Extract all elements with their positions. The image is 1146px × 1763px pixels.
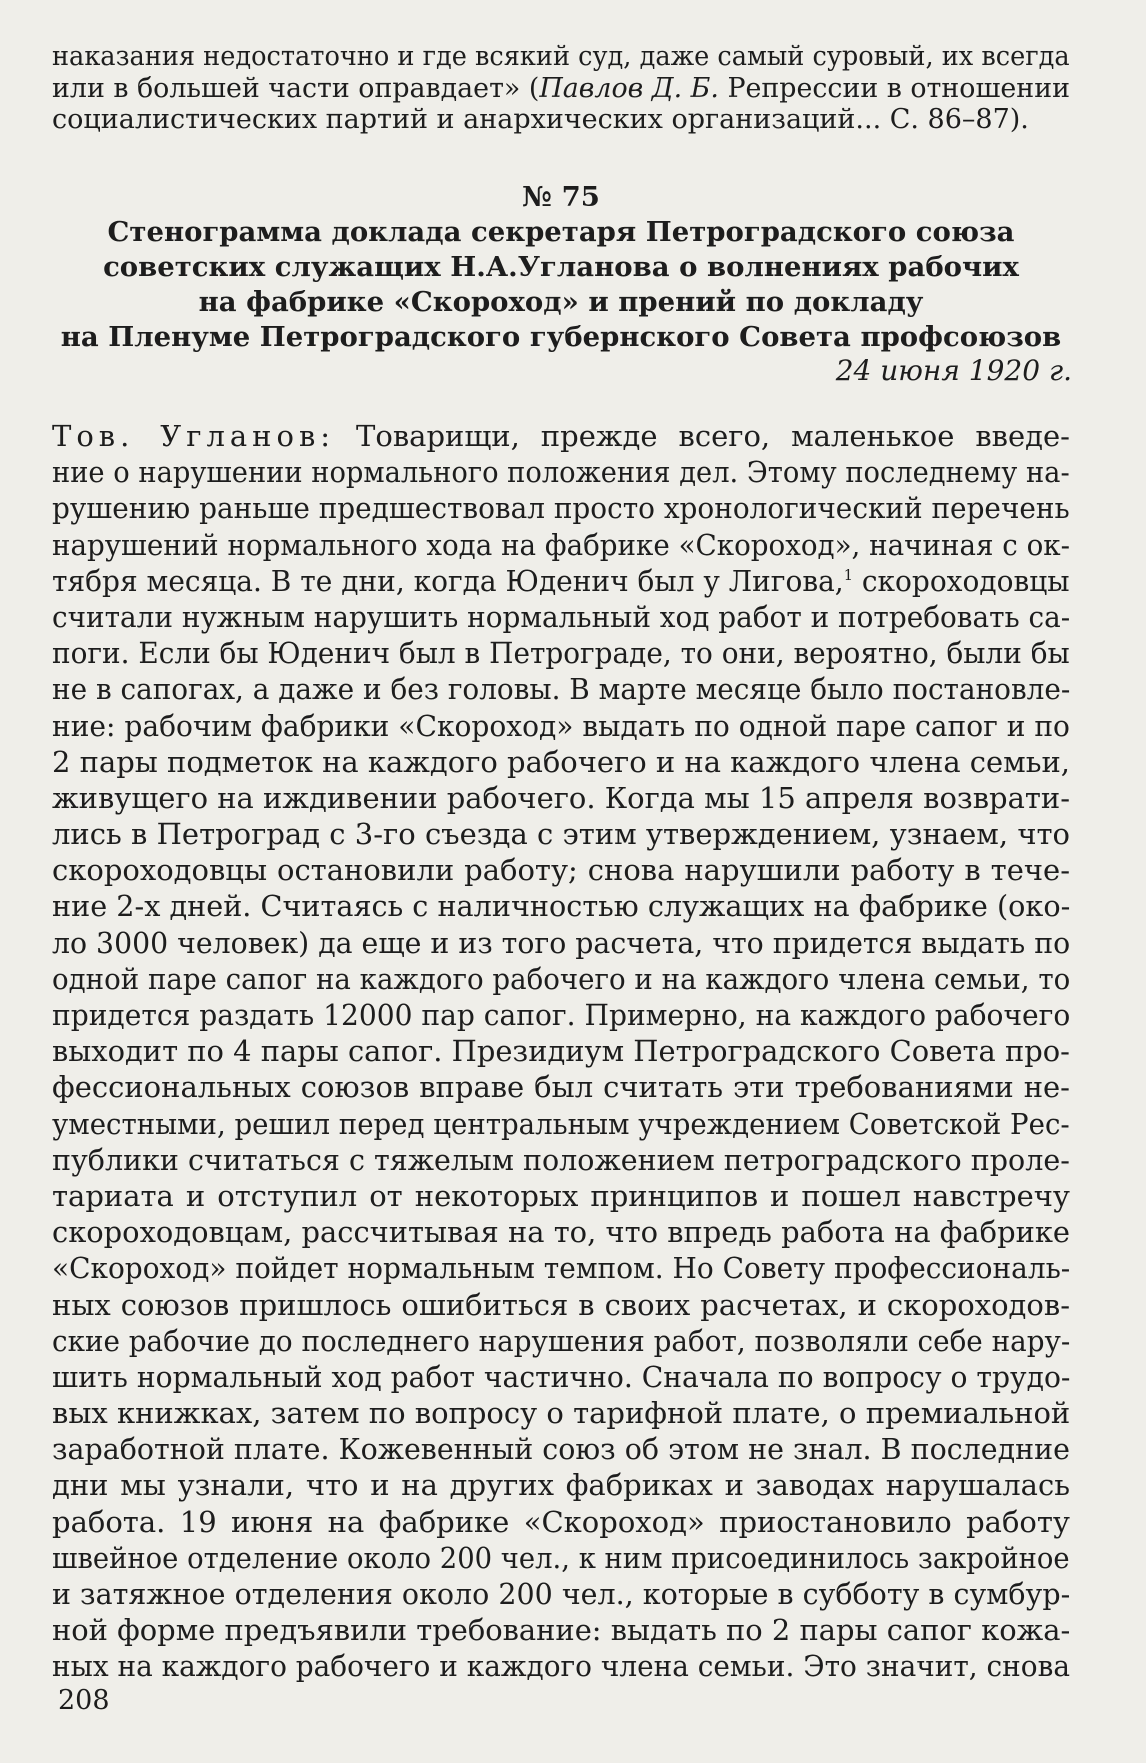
- body-line: выходит по 4 пары сапог. Президиум Петроградского Совета про-: [52, 1034, 1070, 1069]
- title-line: на фабрике «Скороход» и прений по докладу: [198, 286, 924, 318]
- page-number: 208: [58, 1685, 110, 1716]
- intro-line: социалистических партий и анархических организаций... С. 86–87).: [52, 104, 1029, 135]
- intro-paragraph: [52, 41, 1070, 136]
- body-line: дни мы узнали, что и на других фабриках и заводах нарушалась: [52, 1468, 1070, 1503]
- body-line: ние: рабочим фабрики «Скороход» выдать по одной паре сапог и по: [52, 708, 1070, 743]
- body-line: ных союзов пришлось ошибиться в своих расчетах, и скороходов-: [52, 1287, 1070, 1322]
- body-line: поги. Если бы Юденич был в Петрограде, то они, вероятно, были бы: [52, 636, 1070, 671]
- body-line: тября месяца. В те дни, когда Юденич был у Лигова,$^1$ скороходовцы: [52, 563, 1070, 598]
- body-line: скороходовцы остановили работу; снова нарушили работу в тече-: [52, 853, 1070, 888]
- body-line: шить нормальный ход работ частично. Сначала по вопросу о трудо-: [52, 1359, 1071, 1394]
- body-line: ной форме предъявили требование: выдать по 2 пары сапог кожа-: [52, 1613, 1071, 1648]
- citation-author: Павлов Д. Б.: [539, 72, 719, 104]
- document-number: № 75: [522, 181, 600, 213]
- body-line: вых книжках, затем по вопросу о тарифной плате, о премиальной: [52, 1396, 1071, 1431]
- body-line: уместными, решил перед центральным учреждением Советской Рес-: [52, 1106, 1070, 1141]
- speaker-name: Тов. Угланов:: [52, 419, 336, 453]
- body-line: одной паре сапог на каждого рабочего и на каждого члена семьи, то: [52, 961, 1071, 996]
- body-line: живущего на иждивении рабочего. Когда мы 15 апреля возврати-: [52, 780, 1070, 815]
- body-line: ние о нарушении нормального положения дел. Этому последнему на-: [52, 455, 1070, 490]
- footnote-marker[interactable]: 1: [843, 565, 853, 584]
- body-line: Тов. Угланов: Товарищи, прежде всего, маленькое введе-: [52, 419, 1070, 453]
- body-line: ных на каждого рабочего и каждого члена семьи. Это значит, снова: [52, 1649, 1070, 1684]
- body-line: ские рабочие до последнего нарушения работ, позволяли себе нару-: [52, 1323, 1071, 1358]
- body-line: заработной плате. Кожевенный союз об этом не знал. В последние: [52, 1432, 1070, 1467]
- body-line: тариата и отступил от некоторых принципов и пошел навстречу: [52, 1178, 1070, 1213]
- body-line: 2 пары подметок на каждого рабочего и на каждого члена семьи,: [52, 744, 1071, 779]
- body-line: считали нужным нарушить нормальный ход работ и потребовать са-: [52, 599, 1071, 634]
- body-line: фессиональных союзов вправе был считать эти требованиями не-: [52, 1070, 1070, 1105]
- body-line: придется раздать 12000 пар сапог. Примерно, на каждого рабочего: [52, 998, 1071, 1032]
- body-line: «Скороход» пойдет нормальным темпом. Но Совету профессиональ-: [52, 1251, 1071, 1286]
- body-line: швейное отделение около 200 чел., к ним присоединилось закройное: [52, 1540, 1070, 1575]
- document-title: [52, 215, 1070, 355]
- body-text: [52, 418, 1070, 1685]
- body-line: публики считаться с тяжелым положением петроградского проле-: [52, 1142, 1070, 1177]
- intro-line: или в большей части оправдает» (Павлов Д. Б. Репрессии в отношении: [52, 72, 1070, 104]
- document-date: 24 июня 1920 г.: [835, 354, 1072, 387]
- body-line: лись в Петроград с 3-го съезда с этим утверждением, узнаем, что: [52, 817, 1070, 852]
- body-line: работа. 19 июня на фабрике «Скороход» приостановило работу: [52, 1504, 1070, 1539]
- title-line: Стенограмма доклада секретаря Петроградского союза: [107, 216, 1015, 248]
- title-line: на Пленуме Петроградского губернского Совета профсоюзов: [60, 321, 1062, 353]
- intro-line: наказания недостаточно и где всякий суд, даже самый суровый, их всегда: [52, 41, 1070, 72]
- body-line: и затяжное отделения около 200 чел., которые в субботу в сумбур-: [52, 1577, 1071, 1611]
- title-line: советских служащих Н.А.Угланова о волнениях рабочих: [103, 251, 1019, 283]
- body-line: ние 2-х дней. Считаясь с наличностью служащих на фабрике (око-: [52, 889, 1071, 924]
- body-line: ло 3000 человек) да еще и из того расчета, что придется выдать по: [52, 925, 1071, 960]
- body-line: скороходовцам, рассчитывая на то, что впредь работа на фабрике: [52, 1215, 1071, 1250]
- body-line: рушению раньше предшествовал просто хронологический перечень: [52, 491, 1070, 526]
- body-line: нарушений нормального хода на фабрике «Скороход», начиная с ок-: [52, 527, 1070, 562]
- body-line: не в сапогах, а даже и без головы. В марте месяце было постановле-: [52, 672, 1071, 707]
